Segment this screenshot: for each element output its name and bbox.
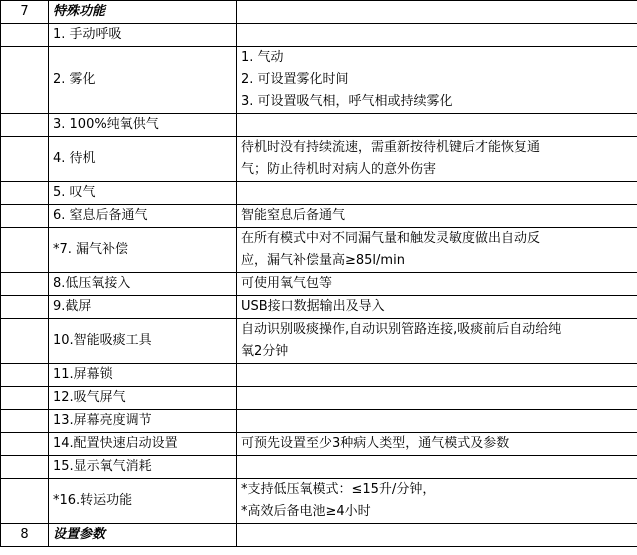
table-row xyxy=(1,319,637,364)
desc-cell xyxy=(237,273,637,296)
desc-line: 氧2分钟 xyxy=(241,344,289,359)
item-cell: 3. 100%纯氧供气 xyxy=(49,114,237,137)
table-row xyxy=(1,114,637,137)
table-row xyxy=(1,182,637,205)
item-cell: 1. 手动呼吸 xyxy=(49,24,237,47)
desc-cell xyxy=(237,205,637,228)
desc-cell xyxy=(237,319,637,364)
desc-cell xyxy=(237,296,637,319)
desc-cell xyxy=(237,387,637,410)
number-cell xyxy=(1,479,49,524)
desc-line: 自动识别吸痰操作,自动识别管路连接,吸痰前后自动给纯 xyxy=(241,322,562,337)
section-number: 7 xyxy=(1,1,49,24)
table-row xyxy=(1,137,637,182)
desc-line: 气；防止待机时对病人的意外伤害 xyxy=(241,162,437,177)
section-title: 特殊功能 xyxy=(49,1,237,24)
item-cell: 15.显示氧气消耗 xyxy=(49,456,237,479)
desc-line: *高效后备电池≥4小时 xyxy=(241,504,371,519)
number-cell xyxy=(1,47,49,114)
desc-line: *支持低压氧模式：≤15升/分钟， xyxy=(241,482,436,497)
item-cell: 10.智能吸痰工具 xyxy=(49,319,237,364)
section-title: 设置参数 xyxy=(49,524,237,547)
table-row xyxy=(1,364,637,387)
number-cell xyxy=(1,114,49,137)
desc-line: 应，漏气补偿量高≥85l/min xyxy=(241,253,405,268)
desc-cell xyxy=(237,182,637,205)
item-cell: 8.低压氧接入 xyxy=(49,273,237,296)
item-cell: 13.屏幕亮度调节 xyxy=(49,410,237,433)
desc-line: 在所有模式中对不同漏气量和触发灵敏度做出自动反 xyxy=(241,231,541,246)
empty-cell xyxy=(237,1,637,24)
desc-cell xyxy=(237,410,637,433)
number-cell xyxy=(1,273,49,296)
number-cell xyxy=(1,456,49,479)
table-row xyxy=(1,456,637,479)
item-cell: 6. 窒息后备通气 xyxy=(49,205,237,228)
desc-line: 3. 可设置吸气相，呼气相或持续雾化 xyxy=(241,94,453,109)
table-row xyxy=(1,387,637,410)
table-row xyxy=(1,205,637,228)
desc-cell xyxy=(237,114,637,137)
section-number: 8 xyxy=(1,524,49,547)
number-cell xyxy=(1,228,49,273)
number-cell xyxy=(1,137,49,182)
section-row-settings xyxy=(1,524,637,547)
table-row xyxy=(1,479,637,524)
number-cell xyxy=(1,364,49,387)
number-cell xyxy=(1,296,49,319)
desc-cell xyxy=(237,137,637,182)
number-cell xyxy=(1,319,49,364)
number-cell xyxy=(1,205,49,228)
number-cell xyxy=(1,433,49,456)
item-cell: 14.配置快速启动设置 xyxy=(49,433,237,456)
desc-cell xyxy=(237,456,637,479)
desc-cell xyxy=(237,228,637,273)
desc-line: 可使用氧气包等 xyxy=(241,276,333,291)
item-cell: *16.转运功能 xyxy=(49,479,237,524)
table-row xyxy=(1,24,637,47)
item-cell: 9.截屏 xyxy=(49,296,237,319)
number-cell xyxy=(1,182,49,205)
desc-cell xyxy=(237,433,637,456)
item-cell: 12.吸气屏气 xyxy=(49,387,237,410)
desc-line: 智能窒息后备通气 xyxy=(241,208,346,223)
desc-line: USB接口数据输出及导入 xyxy=(241,299,385,314)
desc-line: 待机时没有持续流速，需重新按待机键后才能恢复通 xyxy=(241,140,541,155)
number-cell xyxy=(1,387,49,410)
table-row xyxy=(1,228,637,273)
item-cell: *7. 漏气补偿 xyxy=(49,228,237,273)
table-row xyxy=(1,296,637,319)
item-cell: 5. 叹气 xyxy=(49,182,237,205)
number-cell xyxy=(1,410,49,433)
desc-line: 2. 可设置雾化时间 xyxy=(241,72,349,87)
item-cell: 4. 待机 xyxy=(49,137,237,182)
table-row xyxy=(1,433,637,456)
number-cell xyxy=(1,24,49,47)
desc-cell xyxy=(237,364,637,387)
empty-cell xyxy=(237,524,637,547)
item-cell: 2. 雾化 xyxy=(49,47,237,114)
desc-cell xyxy=(237,24,637,47)
table-row xyxy=(1,47,637,114)
desc-cell xyxy=(237,479,637,524)
table-row xyxy=(1,273,637,296)
desc-line: 1. 气动 xyxy=(241,50,284,65)
desc-cell xyxy=(237,47,637,114)
table-row xyxy=(1,410,637,433)
desc-line: 可预先设置至少3种病人类型，通气模式及参数 xyxy=(241,436,510,451)
item-cell: 11.屏幕锁 xyxy=(49,364,237,387)
section-row-special-functions xyxy=(1,1,637,24)
